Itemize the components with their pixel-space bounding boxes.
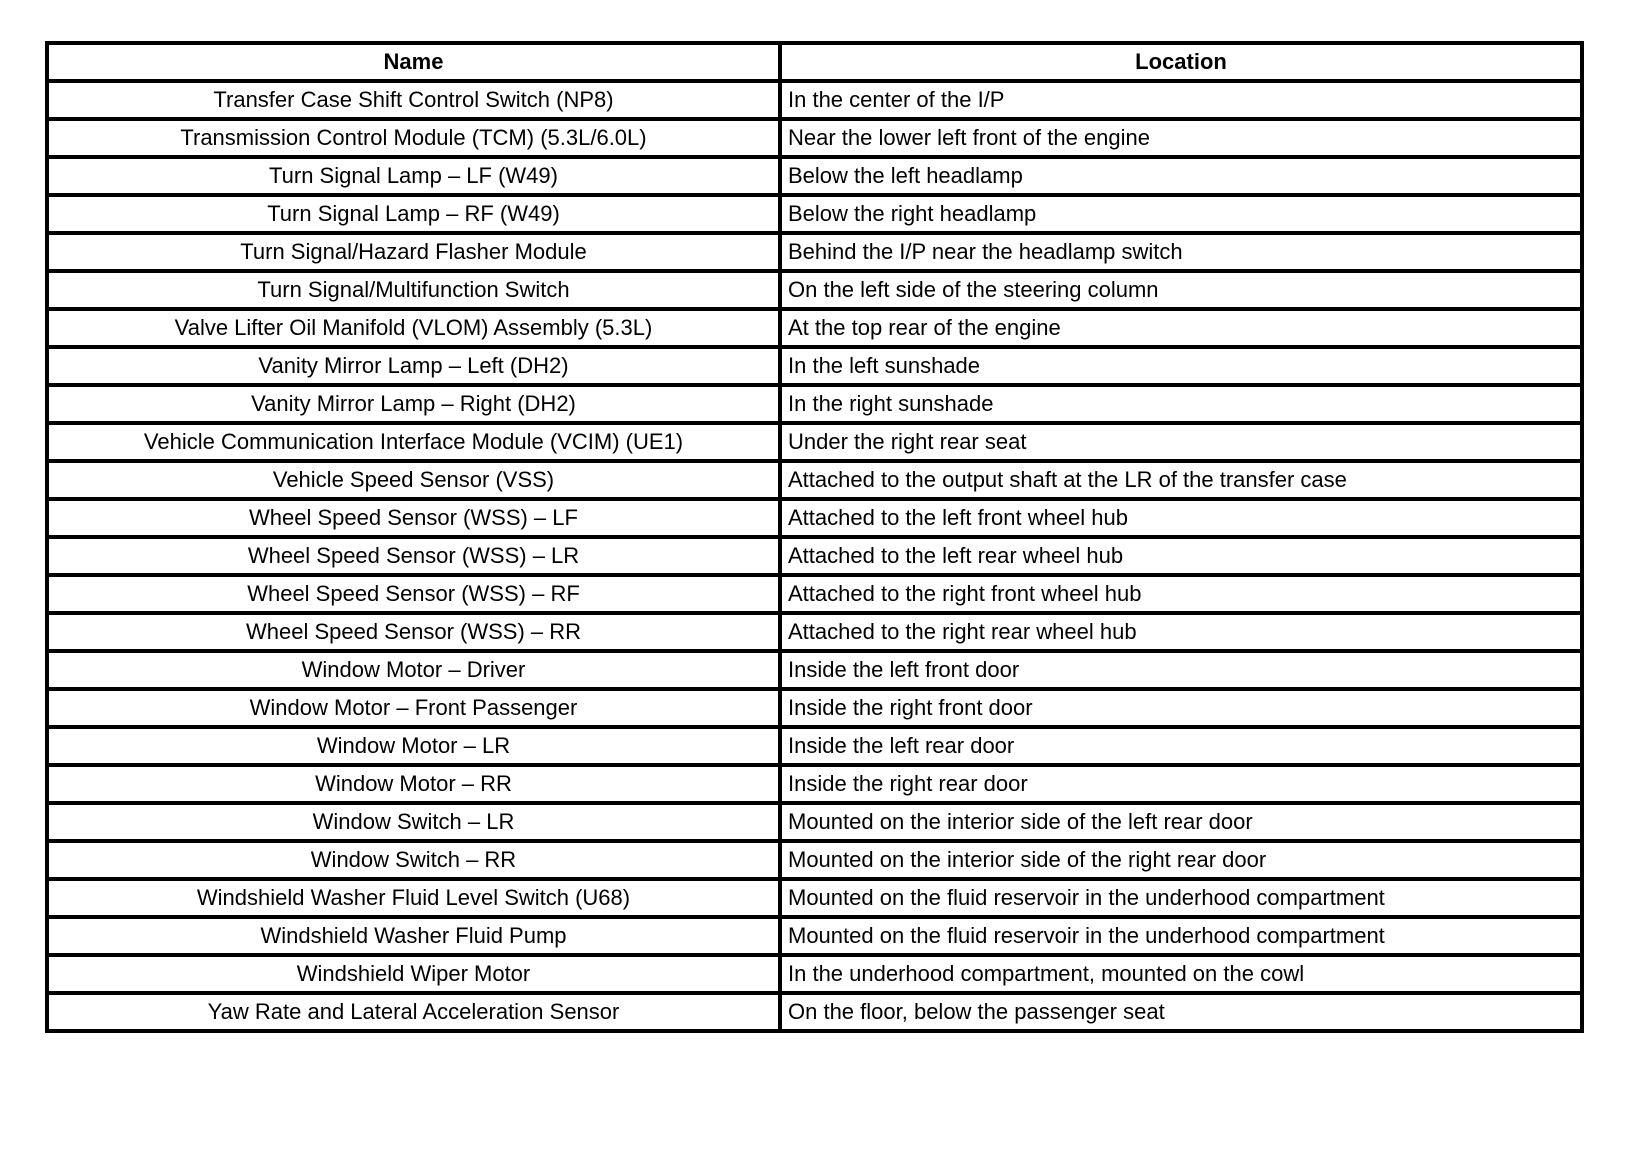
header-location: Location <box>780 43 1582 81</box>
table-row <box>47 689 1582 727</box>
table-row <box>47 347 1582 385</box>
component-name: Vehicle Speed Sensor (VSS) <box>47 461 780 499</box>
component-location: Mounted on the interior side of the right rear door <box>780 841 1582 879</box>
component-location-table <box>45 41 1584 1033</box>
table-row <box>47 841 1582 879</box>
table-row <box>47 81 1582 119</box>
component-name: Wheel Speed Sensor (WSS) – LF <box>47 499 780 537</box>
table-row <box>47 195 1582 233</box>
component-location: Mounted on the interior side of the left rear door <box>780 803 1582 841</box>
component-name: Vanity Mirror Lamp – Left (DH2) <box>47 347 780 385</box>
table-row <box>47 879 1582 917</box>
table-row <box>47 385 1582 423</box>
component-location: On the floor, below the passenger seat <box>780 993 1582 1031</box>
component-location: Behind the I/P near the headlamp switch <box>780 233 1582 271</box>
component-location: Inside the left front door <box>780 651 1582 689</box>
component-name: Window Motor – Front Passenger <box>47 689 780 727</box>
component-name: Turn Signal/Multifunction Switch <box>47 271 780 309</box>
component-location: Attached to the output shaft at the LR of the transfer case <box>780 461 1582 499</box>
component-location: In the center of the I/P <box>780 81 1582 119</box>
component-location: Inside the right front door <box>780 689 1582 727</box>
table-row <box>47 537 1582 575</box>
component-name: Window Motor – Driver <box>47 651 780 689</box>
component-location: Under the right rear seat <box>780 423 1582 461</box>
table-row <box>47 917 1582 955</box>
table-row <box>47 309 1582 347</box>
table-row <box>47 955 1582 993</box>
component-name: Turn Signal Lamp – LF (W49) <box>47 157 780 195</box>
component-name: Transfer Case Shift Control Switch (NP8) <box>47 81 780 119</box>
table-row <box>47 651 1582 689</box>
component-name: Vanity Mirror Lamp – Right (DH2) <box>47 385 780 423</box>
component-name: Yaw Rate and Lateral Acceleration Sensor <box>47 993 780 1031</box>
table-body <box>47 81 1582 1031</box>
table-row <box>47 233 1582 271</box>
component-location: Attached to the right front wheel hub <box>780 575 1582 613</box>
table-row <box>47 765 1582 803</box>
component-location: Attached to the left rear wheel hub <box>780 537 1582 575</box>
component-location: Near the lower left front of the engine <box>780 119 1582 157</box>
component-name: Wheel Speed Sensor (WSS) – LR <box>47 537 780 575</box>
component-location: In the left sunshade <box>780 347 1582 385</box>
table-row <box>47 993 1582 1031</box>
component-location: Inside the right rear door <box>780 765 1582 803</box>
component-name: Wheel Speed Sensor (WSS) – RR <box>47 613 780 651</box>
component-name: Windshield Wiper Motor <box>47 955 780 993</box>
component-name: Window Motor – RR <box>47 765 780 803</box>
component-name: Window Switch – LR <box>47 803 780 841</box>
component-name: Windshield Washer Fluid Level Switch (U68) <box>47 879 780 917</box>
component-location: At the top rear of the engine <box>780 309 1582 347</box>
table-row <box>47 727 1582 765</box>
table-row <box>47 575 1582 613</box>
component-location: Attached to the left front wheel hub <box>780 499 1582 537</box>
component-location: In the right sunshade <box>780 385 1582 423</box>
component-location: Attached to the right rear wheel hub <box>780 613 1582 651</box>
component-location: Mounted on the fluid reservoir in the underhood compartment <box>780 917 1582 955</box>
component-name: Vehicle Communication Interface Module (VCIM) (UE1) <box>47 423 780 461</box>
component-name: Windshield Washer Fluid Pump <box>47 917 780 955</box>
component-name: Turn Signal/Hazard Flasher Module <box>47 233 780 271</box>
table-row <box>47 613 1582 651</box>
table-row <box>47 461 1582 499</box>
component-name: Valve Lifter Oil Manifold (VLOM) Assembly (5.3L) <box>47 309 780 347</box>
component-name: Transmission Control Module (TCM) (5.3L/6.0L) <box>47 119 780 157</box>
table-row <box>47 157 1582 195</box>
component-location: Mounted on the fluid reservoir in the underhood compartment <box>780 879 1582 917</box>
component-location: Below the left headlamp <box>780 157 1582 195</box>
component-location: On the left side of the steering column <box>780 271 1582 309</box>
component-name: Window Motor – LR <box>47 727 780 765</box>
table-row <box>47 271 1582 309</box>
header-name: Name <box>47 43 780 81</box>
component-location: Inside the left rear door <box>780 727 1582 765</box>
table-row <box>47 499 1582 537</box>
component-name: Window Switch – RR <box>47 841 780 879</box>
component-location-table-wrapper <box>45 41 1580 1033</box>
component-name: Wheel Speed Sensor (WSS) – RF <box>47 575 780 613</box>
component-name: Turn Signal Lamp – RF (W49) <box>47 195 780 233</box>
table-row <box>47 119 1582 157</box>
table-row <box>47 803 1582 841</box>
component-location: In the underhood compartment, mounted on the cowl <box>780 955 1582 993</box>
table-header-row <box>47 43 1582 81</box>
component-location: Below the right headlamp <box>780 195 1582 233</box>
table-row <box>47 423 1582 461</box>
